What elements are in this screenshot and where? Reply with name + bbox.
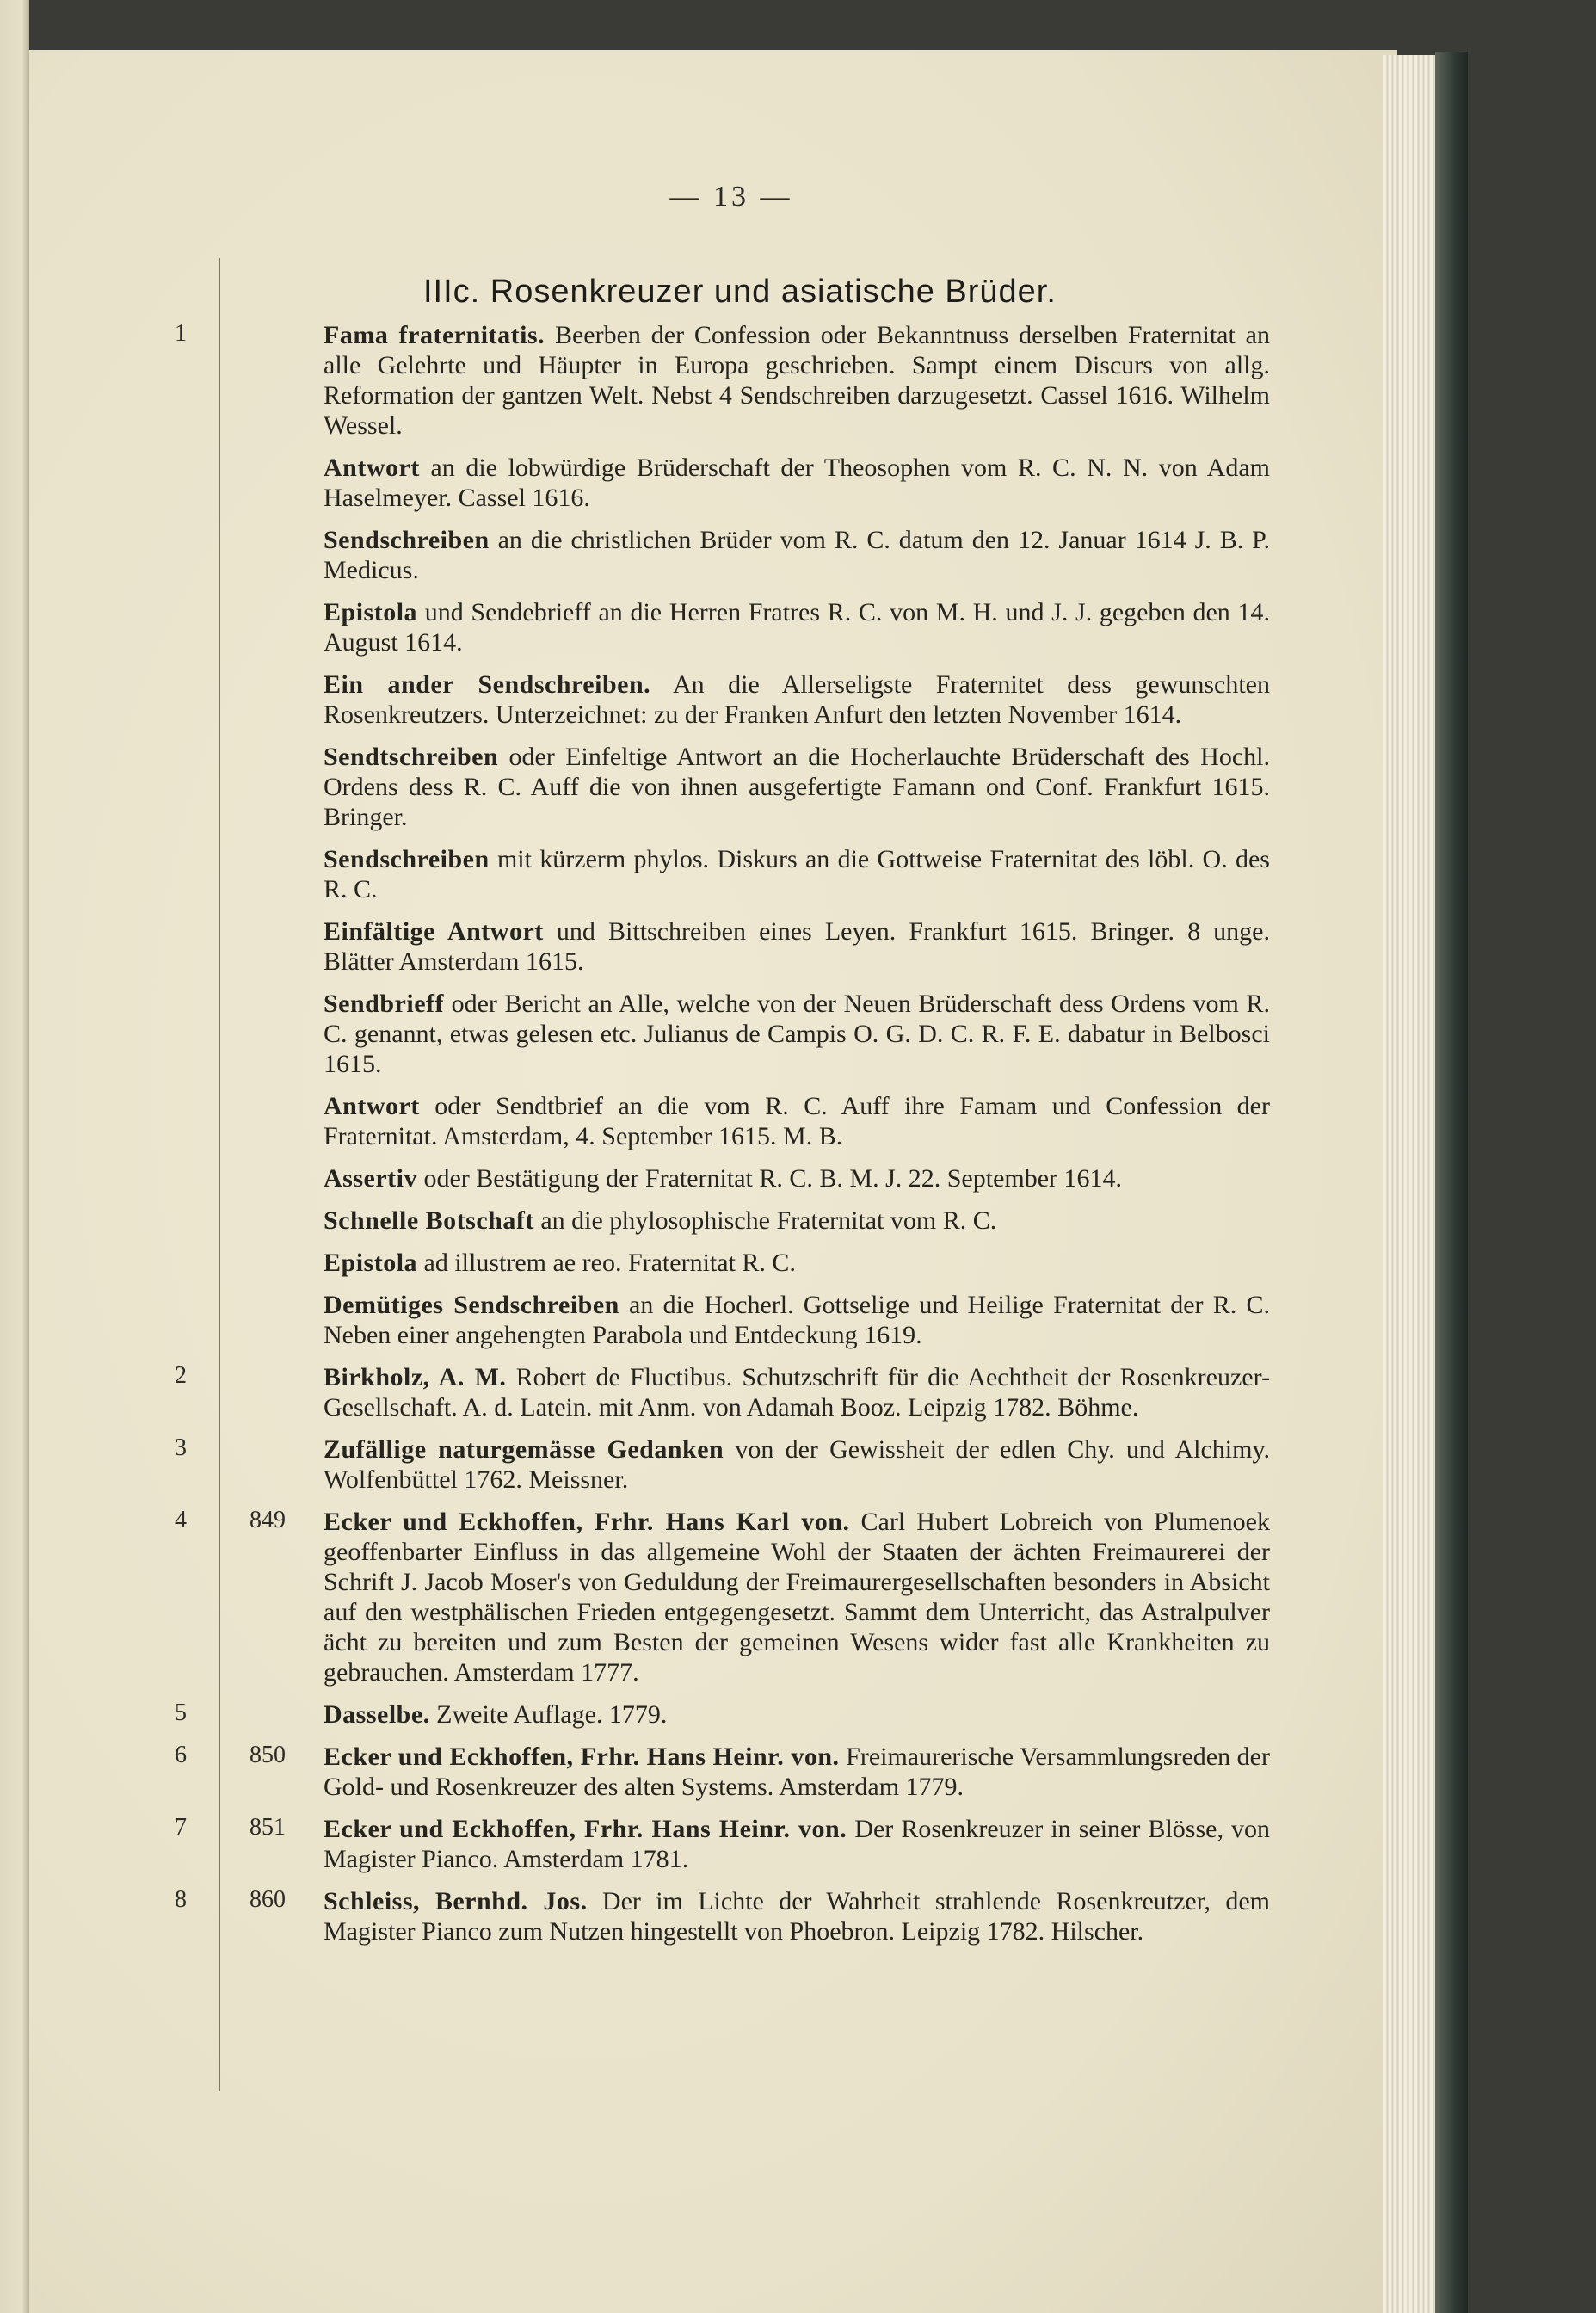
entry-text — [324, 1290, 1270, 1350]
entry-heading: Antwort — [324, 453, 420, 482]
entry-text — [324, 597, 1270, 657]
catalog-entry — [163, 1362, 1273, 1422]
entry-text — [324, 525, 1270, 585]
entry-number: 3 — [175, 1434, 187, 1461]
entry-description: Der Rosenkreuzer in seiner Blösse, von Magister Pianco. Amsterdam 1781. — [324, 1815, 1271, 1873]
catalog-number: 851 — [250, 1814, 286, 1841]
entry-description: an die lobwürdige Brüderschaft der Theosophen vom R. C. N. N. von Adam Haselmeyer. Cassel 1616. — [324, 453, 1270, 512]
entry-heading: Ecker und Eckhoffen, Frhr. Hans Heinr. von. — [324, 1742, 840, 1771]
entry-heading: Ecker und Eckhoffen, Frhr. Hans Heinr. von. — [324, 1815, 847, 1843]
entry-heading: Zufällige naturgemässe Gedanken — [324, 1435, 724, 1464]
catalog-entry — [163, 742, 1273, 832]
catalog-entry — [163, 1507, 1273, 1687]
entry-description: Freimaurerische Versammlungsreden der Gold- und Rosenkreuzer des alten Systems. Amsterdam 1779. — [324, 1742, 1270, 1801]
entry-text — [324, 669, 1270, 730]
catalog-entry — [163, 1206, 1273, 1236]
entry-number: 8 — [175, 1886, 187, 1913]
catalog-entry — [163, 916, 1273, 977]
entry-text — [324, 1742, 1270, 1802]
entry-text — [324, 742, 1270, 832]
entry-heading: Sendschreiben — [324, 526, 490, 554]
catalog-entry — [163, 1091, 1273, 1151]
catalog-entry — [163, 989, 1273, 1079]
entry-number: 7 — [175, 1814, 187, 1841]
entry-heading: Sendbrieff — [324, 990, 444, 1018]
catalog-entry — [163, 1290, 1273, 1350]
entry-description: und Bittschreiben eines Leyen. Frankfurt 1615. Bringer. 8 unge. Blätter Amsterdam 1615. — [324, 917, 1270, 976]
entry-heading: Fama fraternitatis. — [324, 321, 545, 349]
catalog-entry — [163, 1163, 1273, 1194]
entry-number: 6 — [175, 1742, 187, 1768]
entry-heading: Dasselbe. — [324, 1700, 430, 1729]
entry-heading: Demütiges Sendschreiben — [324, 1291, 619, 1319]
catalog-entry — [163, 669, 1273, 730]
entry-heading: Sendtschreiben — [324, 743, 499, 771]
entry-heading: Ecker und Eckhoffen, Frhr. Hans Karl von. — [324, 1508, 850, 1536]
entry-text — [324, 1814, 1270, 1874]
entry-text — [324, 1434, 1270, 1495]
catalog-number: 860 — [250, 1886, 286, 1913]
book-cover-edge — [1435, 52, 1468, 2313]
entry-text — [324, 1362, 1270, 1422]
entry-text — [324, 989, 1270, 1079]
entry-heading: Schleiss, Bernhd. Jos. — [324, 1887, 588, 1915]
entry-text — [324, 916, 1270, 977]
entry-description: oder Bestätigung der Fraternitat R. C. B. M. J. 22. September 1614. — [416, 1164, 1123, 1193]
entry-description: an die Hocherl. Gottselige und Heilige Fraternitat der R. C. Neben einer angehengten Parabola und Entdeckung 1619. — [324, 1291, 1270, 1349]
entry-description: An die Allerseligste Fraternitet dess gewunschten Rosenkreutzers. Unterzeichnet: zu der Franken Anfurt den letzten November 1614. — [324, 670, 1270, 729]
entry-description: oder Bericht an Alle, welche von der Neuen Brüderschaft dess Ordens vom R. C. genannt, etwas gelesen etc. Julianus de Campis O. G. D. C. R. F. E. dabatur in Belbosci 1615. — [324, 990, 1270, 1078]
entry-heading: Epistola — [324, 1249, 418, 1277]
catalog-entry — [163, 320, 1273, 441]
catalog-entry — [163, 1886, 1273, 1946]
entry-description: oder Sendtbrief an die vom R. C. Auff ihre Famam und Confession der Fraternitat. Amsterdam, 4. September 1615. M. B. — [324, 1092, 1270, 1150]
entry-description: oder Einfeltige Antwort an die Hocherlauchte Brüderschaft des Hochl. Ordens dess R. C. Auff die von ihnen ausgefertigte Famann ond Conf. Frankfurt 1615. Bringer. — [324, 743, 1270, 831]
catalog-number: 850 — [250, 1742, 286, 1768]
page-number: — 13 — — [669, 181, 793, 213]
entry-text — [324, 1091, 1270, 1151]
entry-text — [324, 1886, 1270, 1946]
entry-number: 1 — [175, 320, 187, 347]
entry-heading: Ein ander Sendschreiben. — [324, 670, 651, 699]
catalog-entry — [163, 844, 1273, 904]
section-title: IIIc. Rosenkreuzer und asiatische Brüder. — [423, 274, 1057, 310]
entry-text — [324, 1206, 1270, 1236]
entry-text — [324, 1507, 1270, 1687]
page-stack-edges — [1383, 55, 1435, 2313]
entry-heading: Einfältige Antwort — [324, 917, 544, 946]
entry-description: an die christlichen Brüder vom R. C. datum den 12. Januar 1614 J. B. P. Medicus. — [324, 526, 1270, 584]
entry-text — [324, 1163, 1270, 1194]
catalog-entry — [163, 1814, 1273, 1874]
catalog-entry — [163, 525, 1273, 585]
entry-text — [324, 453, 1270, 513]
entry-heading: Epistola — [324, 598, 418, 626]
catalog-entry — [163, 453, 1273, 513]
entry-description: an die phylosophische Fraternitat vom R. C. — [533, 1206, 997, 1235]
entry-description: Beerben der Confession oder Bekanntnuss derselben Fraternitat an alle Gelehrte und Häupter in Europa geschrieben. Sampt einem Discurs von allg. Reformation der gantzen Welt. Nebst 4 Sendschreiben darzugesetzt. Cassel 1616. Wilhelm Wessel. — [324, 321, 1270, 440]
entry-description: von der Gewissheit der edlen Chy. und Alchimy. Wolfenbüttel 1762. Meissner. — [324, 1435, 1270, 1494]
entry-text — [324, 320, 1270, 441]
entry-heading: Birkholz, A. M. — [324, 1363, 507, 1391]
catalog-entry — [163, 1248, 1273, 1278]
catalog-entries — [163, 320, 1273, 1958]
entry-description: und Sendebrieff an die Herren Fratres R. C. von M. H. und J. J. gegeben den 14. August 1614. — [324, 598, 1270, 657]
entry-text — [324, 1699, 1270, 1730]
catalog-entry — [163, 1434, 1273, 1495]
entry-description: Zweite Auflage. 1779. — [429, 1700, 668, 1729]
previous-page-edge — [0, 0, 29, 2313]
entry-description: ad illustrem ae reo. Fraternitat R. C. — [417, 1249, 796, 1277]
entry-number: 2 — [175, 1362, 187, 1389]
entry-text — [324, 1248, 1270, 1278]
entry-description: Der im Lichte der Wahrheit strahlende Rosenkreutzer, dem Magister Pianco zum Nutzen hingestellt von Phoebron. Leipzig 1782. Hilscher. — [324, 1887, 1271, 1946]
entry-heading: Sendschreiben — [324, 845, 490, 873]
entry-number: 4 — [175, 1507, 187, 1533]
entry-number: 5 — [175, 1699, 187, 1726]
catalog-entry — [163, 1699, 1273, 1730]
entry-text — [324, 844, 1270, 904]
catalog-number: 849 — [250, 1507, 286, 1533]
entry-description: Carl Hubert Lobreich von Plumenoek geoffenbarter Einfluss in das allgemeine Wohl der Staaten der ächten Freimaurerei der Schrift J. Jacob Moser's von Geduldung der Freimaurergesellschaften besonders in Absicht auf den westphälischen Frieden entgegengesetzt. Sammt dem Unterricht, das Astralpulver ächt zu bereiten und zum Besten der gemeinen Wesens wider fast alle Krankheiten zu gebrauchen. Amsterdam 1777. — [324, 1508, 1270, 1687]
catalog-entry — [163, 1742, 1273, 1802]
entry-heading: Assertiv — [324, 1164, 417, 1193]
entry-description: mit kürzerm phylos. Diskurs an die Gottweise Fraternitat des löbl. O. des R. C. — [324, 845, 1270, 904]
entry-description: Robert de Fluctibus. Schutzschrift für die Aechtheit der Rosenkreuzer-Gesellschaft. A. d. Latein. mit Anm. von Adamah Booz. Leipzig 1782. Böhme. — [324, 1363, 1270, 1422]
entry-heading: Antwort — [324, 1092, 420, 1120]
entry-heading: Schnelle Botschaft — [324, 1206, 534, 1235]
catalog-entry — [163, 597, 1273, 657]
